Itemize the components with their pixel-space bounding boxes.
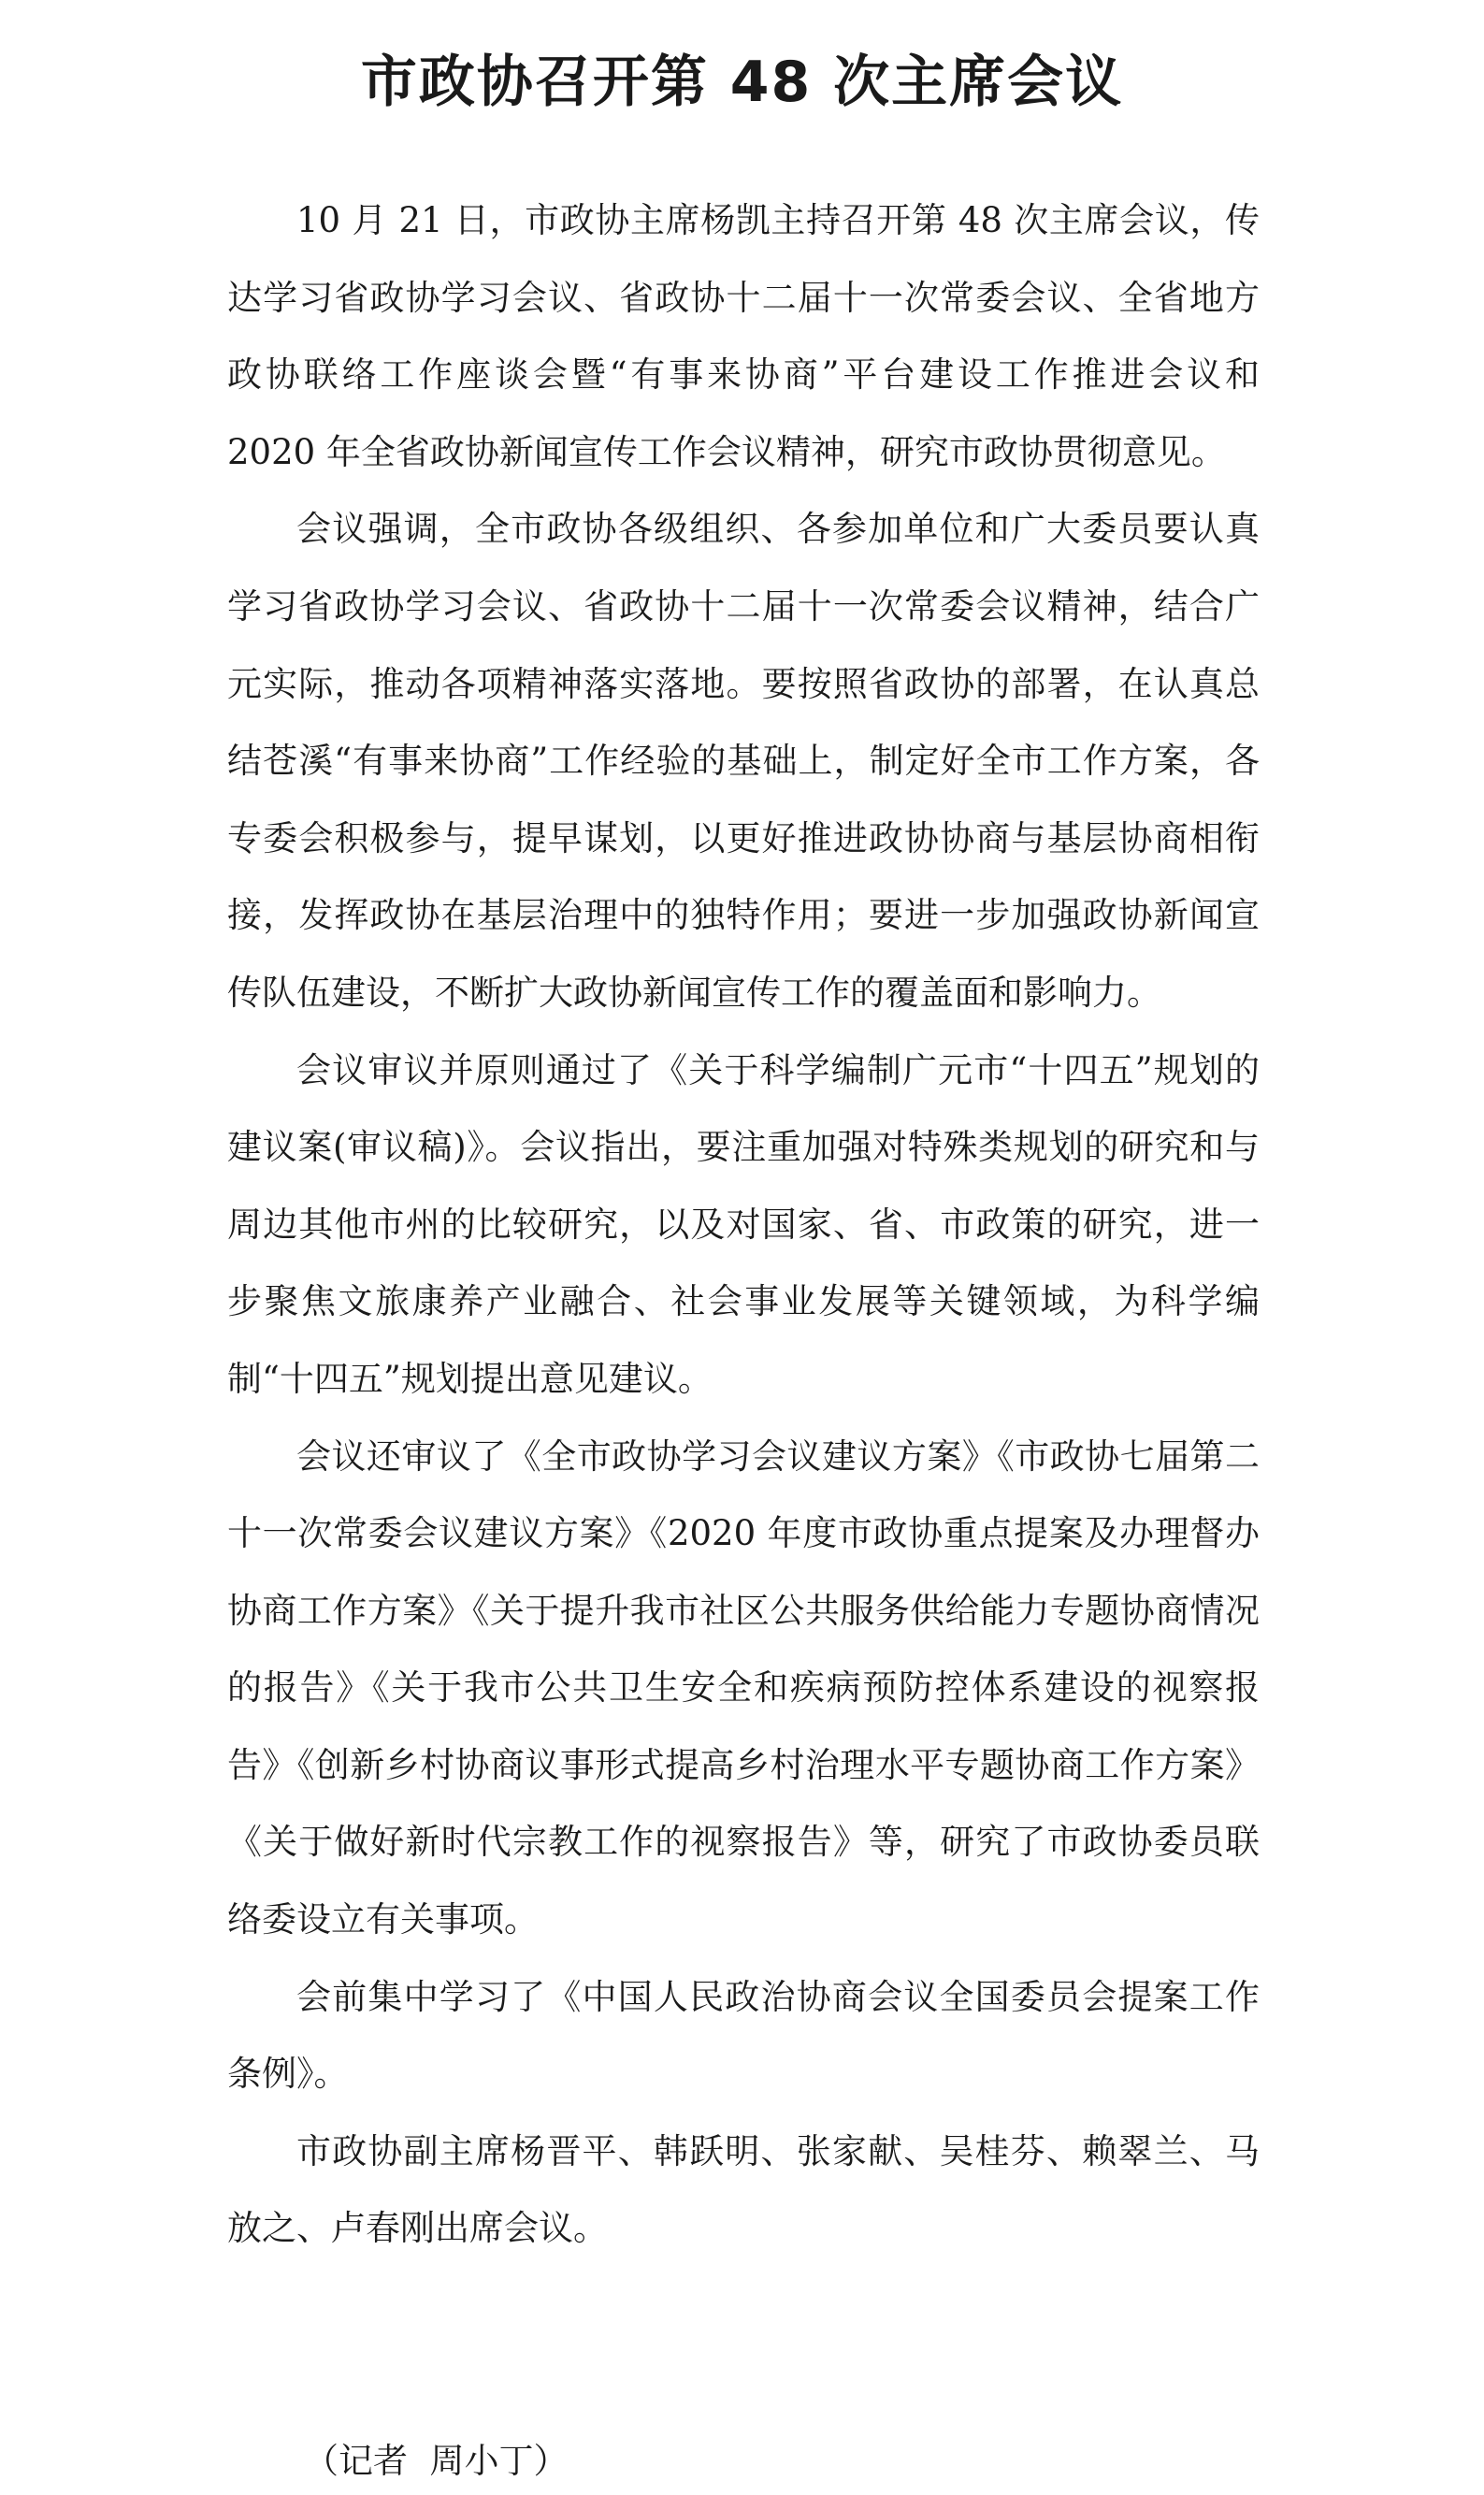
- paragraph-meeting-emphasis: 会议强调，全市政协各级组织、各参加单位和广大委员要认真学习省政协学习会议、省政协十二届十一次常委会议精神，结合广元实际，推动各项精神落实落地。要按照省政协的部署，在认真总结苍溪“有事来协商”工作经验的基础上，制定好全市工作方案，各专委会积极参与，提早谋划，以更好推进政协协商与基层协商相衔接，发挥政协在基层治理中的独特作用；要进一步加强政协新闻宣传队伍建设，不断扩大政协新闻宣传工作的覆盖面和影响力。: [227, 509, 1260, 1013]
- article-title: 市政协召开第 48 次主席会议: [360, 50, 1124, 116]
- paragraph-documents-reviewed: 会议还审议了《全市政协学习会议建议方案》《市政协七届第二十一次常委会议建议方案》《2020 年度市政协重点提案及办理督办协商工作方案》《关于提升我市社区公共服务供给能力专题协商情况的报告》《关于我市公共卫生安全和疾病预防控体系建设的视察报告》《创新乡村协商议事形式提高乡村治理水平专题协商工作方案》《关于做好新时代宗教工作的视察报告》等，研究了市政协委员联络委设立有关事项。: [227, 1435, 1260, 1940]
- paragraph-planning-review: 会议审议并原则通过了《关于科学编制广元市“十四五”规划的建议案(审议稿)》。会议指出，要注重加强对特殊类规划的研究和与周边其他市州的比较研究，以及对国家、省、市政策的研究，进一步聚焦文旅康养产业融合、社会事业发展等关键领域，为科学编制“十四五”规划提出意见建议。: [227, 1049, 1260, 1399]
- reporter-byline: （记者 周小丁）: [304, 2441, 569, 2481]
- paragraph-pre-meeting-study: 会前集中学习了《中国人民政治协商会议全国委员会提案工作条例》。: [227, 1976, 1260, 2095]
- article-body: [227, 182, 1260, 2268]
- paragraph-meeting-summary: 10 月 21 日，市政协主席杨凯主持召开第 48 次主席会议，传达学习省政协学习会议、省政协十二届十一次常委会议、全省地方政协联络工作座谈会暨“有事来协商”平台建设工作推进会议和 2020 年全省政协新闻宣传工作会议精神，研究市政协贯彻意见。: [227, 200, 1260, 472]
- paragraph-attendees: 市政协副主席杨晋平、韩跃明、张家献、吴桂芬、赖翠兰、马放之、卢春刚出席会议。: [227, 2130, 1260, 2249]
